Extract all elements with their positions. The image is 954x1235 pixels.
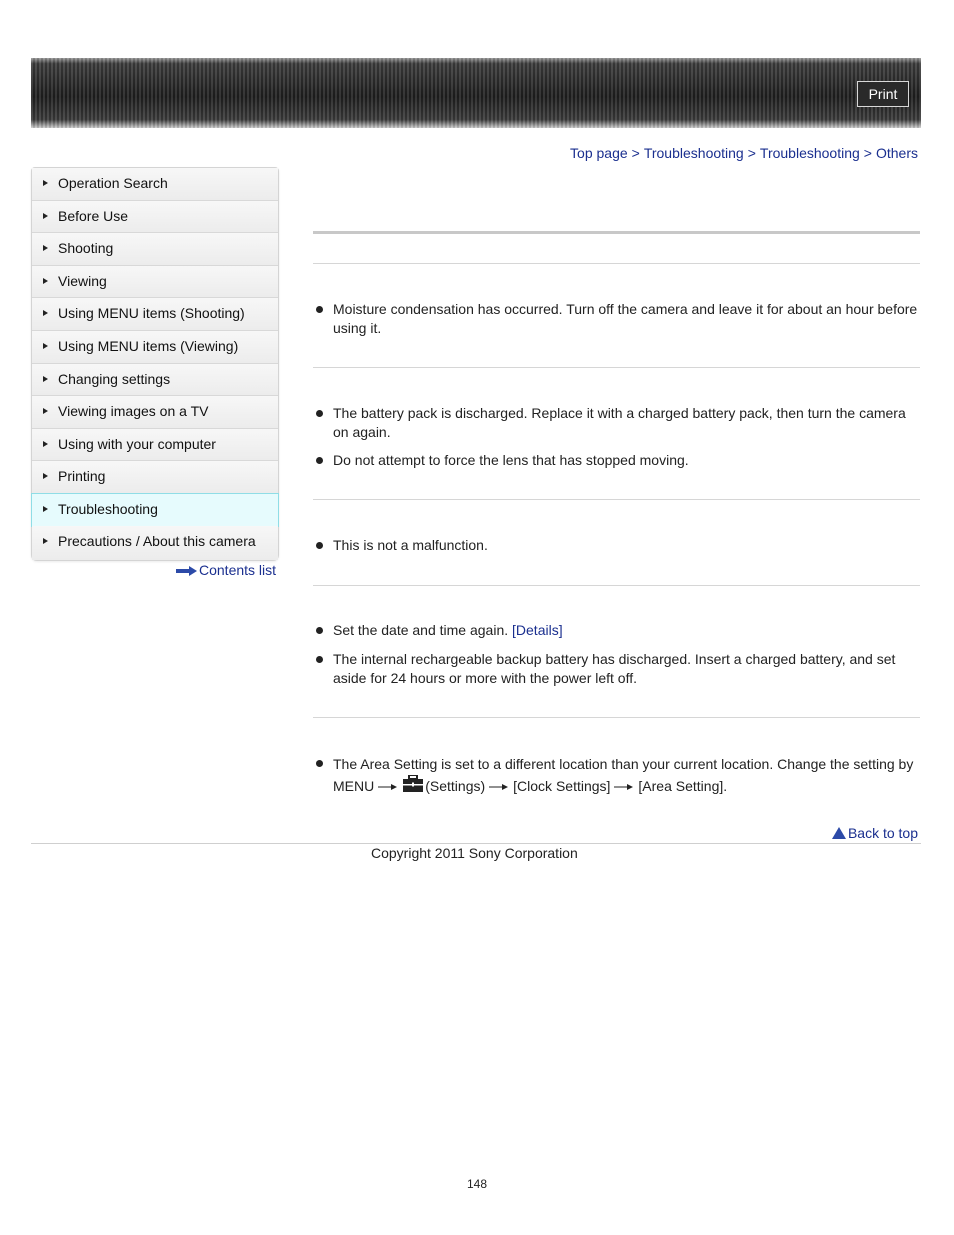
breadcrumb-separator: > [747,145,756,161]
sidebar-item-viewing-tv[interactable] [32,396,278,429]
sidebar-item-troubleshooting[interactable] [31,493,279,527]
list-item [333,536,918,555]
sidebar-nav [31,167,279,561]
bullet-icon [316,542,323,549]
sidebar-item-label: Precautions / About this camera [58,532,256,549]
sidebar-item-label: Viewing [58,272,107,289]
triangle-right-icon [43,278,48,284]
sidebar-item-label: Shooting [58,240,114,257]
list-item-text: This is not a malfunction. [333,537,488,553]
toolbox-icon [403,775,423,792]
triangle-right-icon [43,310,48,316]
sidebar-item-label: Using MENU items (Viewing) [58,337,239,354]
bullet-icon [316,410,323,417]
contents-list-link[interactable] [176,562,276,578]
area-setting-label: [Area Setting]. [638,778,728,794]
bullet-icon [316,457,323,464]
breadcrumb-separator: > [863,145,872,161]
list-item [333,621,918,640]
triangle-right-icon [43,376,48,382]
triangle-right-icon [43,180,48,186]
sidebar-item-viewing[interactable] [32,266,278,299]
list-item [333,650,918,688]
sidebar-item-label: Using with your computer [58,435,216,452]
back-to-top-link[interactable] [832,825,918,841]
sidebar-item-menu-shooting[interactable] [32,298,278,331]
list-item-text: Do not attempt to force the lens that has stopped moving. [333,452,689,468]
arrow-right-icon [614,783,634,791]
sidebar-item-label: Printing [58,468,106,485]
arrow-right-icon [378,783,398,791]
triangle-right-icon [43,473,48,479]
sidebar-item-operation-search[interactable] [32,168,278,201]
arrow-right-icon [489,783,509,791]
list-item-text: Set the date and time again. [333,622,509,638]
section-divider [313,367,920,368]
sidebar-item-computer[interactable] [32,429,278,462]
triangle-right-icon [43,441,48,447]
breadcrumb-troubleshooting-sub[interactable]: Troubleshooting [759,145,860,161]
sidebar-item-shooting[interactable] [32,233,278,266]
sidebar-item-label: Before Use [58,207,129,224]
header-banner [31,58,921,128]
sidebar-item-menu-viewing[interactable] [32,331,278,364]
triangle-right-icon [43,538,48,544]
sidebar-item-label: Using MENU items (Shooting) [58,305,245,322]
sidebar-item-label: Operation Search [58,175,168,191]
details-link[interactable]: [Details] [512,622,563,638]
sidebar-item-label: Changing settings [58,370,171,387]
copyright-text: Copyright 2011 Sony Corporation [371,845,578,861]
settings-label: (Settings) [425,778,486,794]
section-divider [313,585,920,586]
triangle-right-icon [43,245,48,251]
triangle-right-icon [43,506,48,512]
sidebar-item-printing[interactable] [32,461,278,494]
sidebar-item-changing-settings[interactable] [32,364,278,397]
print-button[interactable]: Print [857,81,909,107]
list-item-text: The battery pack is discharged. Replace it with a charged battery pack, then turn the camera on again. [333,405,906,440]
sidebar-item-label: Troubleshooting [58,500,158,517]
contents-list-label: Contents list [199,562,277,578]
list-item-text: The internal rechargeable backup battery has discharged. Insert a charged battery, and set aside for 24 hours or more with the power left off. [333,651,896,686]
page-number: 148 [466,1177,488,1191]
back-to-top-label: Back to top [847,825,918,841]
sidebar-item-label: Viewing images on a TV [58,403,209,420]
bullet-icon [316,306,323,313]
list-item [333,300,918,338]
list-item [333,754,918,797]
triangle-right-icon [43,408,48,414]
list-item-text: The Area Setting is set to a different location than your current location. Change the setting by MENU [333,756,914,794]
breadcrumb [570,145,918,161]
section-divider [313,263,920,264]
triangle-right-icon [43,213,48,219]
footer-divider [31,843,921,844]
list-item [333,451,918,470]
breadcrumb-troubleshooting[interactable]: Troubleshooting [643,145,744,161]
breadcrumb-top-page[interactable]: Top page [570,145,628,161]
triangle-right-icon [43,343,48,349]
list-item [333,404,918,442]
sidebar-item-precautions[interactable] [32,526,278,560]
list-item-text: Moisture condensation has occurred. Turn off the camera and leave it for about an hour before using it. [333,301,918,336]
triangle-up-icon [832,827,846,839]
sidebar-item-before-use[interactable] [32,201,278,234]
bullet-icon [316,656,323,663]
bullet-icon [316,760,323,767]
bullet-icon [316,627,323,634]
section-divider [313,499,920,500]
breadcrumb-separator: > [631,145,640,161]
clock-settings-label: [Clock Settings] [513,778,611,794]
title-divider [313,231,920,234]
section-divider [313,717,920,718]
breadcrumb-others[interactable]: Others [875,145,918,161]
arrow-right-icon [176,566,197,576]
